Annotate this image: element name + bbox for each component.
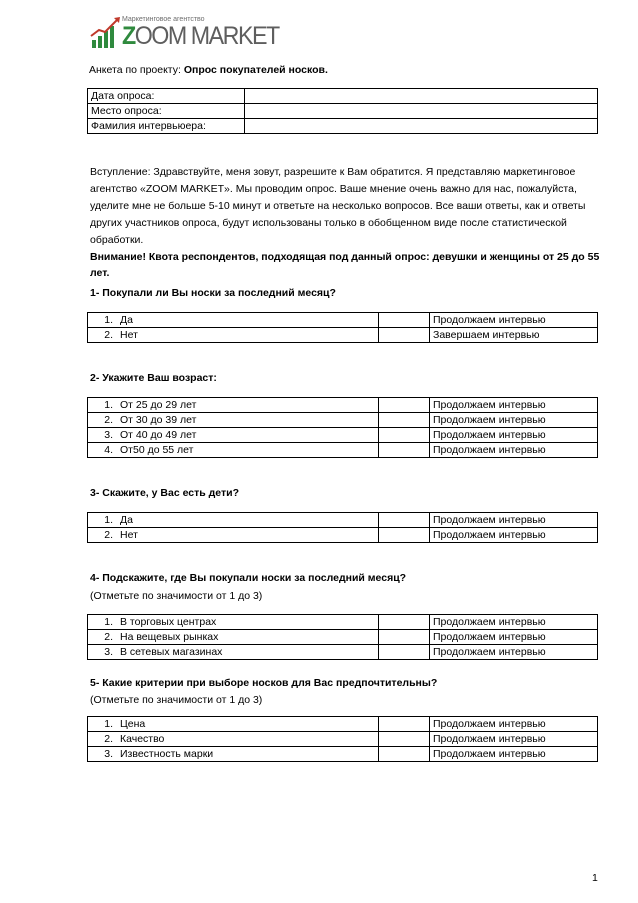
table-row: [88, 443, 598, 458]
table-row: [88, 313, 598, 328]
answer-mark-cell[interactable]: [379, 717, 430, 732]
answer-result: Продолжаем интервью: [430, 615, 598, 630]
answer-result: Продолжаем интервью: [430, 528, 598, 543]
answer-number: 3.: [88, 645, 118, 660]
question-5-note: (Отметьте по значимости от 1 до 3): [90, 694, 263, 706]
answer-option: Известность марки: [117, 747, 379, 762]
answer-result: Продолжаем интервью: [430, 645, 598, 660]
question-4-note: (Отметьте по значимости от 1 до 3): [90, 590, 263, 602]
answer-mark-cell[interactable]: [379, 328, 430, 343]
answer-option: Да: [117, 513, 379, 528]
question-3-title: 3- Скажите, у Вас есть дети?: [90, 487, 240, 499]
table-row: [88, 89, 598, 104]
question-5-title: 5- Какие критерии при выборе носков для Вас предпочтительны?: [90, 677, 438, 689]
page-title: [89, 64, 328, 76]
answer-number: 1.: [88, 313, 118, 328]
answer-number: 1.: [88, 398, 118, 413]
answer-result: Продолжаем интервью: [430, 313, 598, 328]
table-row: [88, 119, 598, 134]
table-row: [88, 328, 598, 343]
answer-result: Продолжаем интервью: [430, 747, 598, 762]
answer-mark-cell[interactable]: [379, 747, 430, 762]
quota-warning: Внимание! Квота респондентов, подходящая под данный опрос: девушки и женщины от 25 до 55 лет.: [90, 251, 600, 279]
answer-result: Продолжаем интервью: [430, 413, 598, 428]
page-number: 1: [592, 872, 598, 884]
answer-mark-cell[interactable]: [379, 428, 430, 443]
table-row: [88, 413, 598, 428]
zoom-market-logo: [90, 12, 279, 50]
answer-option: От 30 до 39 лет: [117, 413, 379, 428]
table-row: [88, 428, 598, 443]
answer-option: Цена: [117, 717, 379, 732]
answer-option: От 25 до 29 лет: [117, 398, 379, 413]
intro-text: Вступление: Здравствуйте, меня зовут, разрешите к Вам обратится. Я представляю маркетинговое агентство «ZOOM MARKET». Мы проводим опрос. Ваше мнение очень важно для нас, пожалуйста, уделите мне не больше 5-10 минут и ответьте на несколько вопросов. Все ваши ответы, как и ответы других участников опроса, будут использованы только в обобщенном виде после статистической обработки.: [90, 166, 586, 246]
table-row: [88, 104, 598, 119]
answer-option: На вещевых рынках: [117, 630, 379, 645]
logo-tagline: Маркетинговое агентство: [122, 16, 205, 23]
table-row: [88, 615, 598, 630]
answer-option: Нет: [117, 528, 379, 543]
answer-option: В сетевых магазинах: [117, 645, 379, 660]
survey-meta-table: [87, 88, 598, 134]
meta-label: Фамилия интервьюера:: [88, 119, 245, 134]
answer-option: Да: [117, 313, 379, 328]
table-row: [88, 630, 598, 645]
answer-number: 4.: [88, 443, 118, 458]
meta-value-field[interactable]: [245, 104, 598, 119]
question-5-answers: [87, 716, 598, 762]
answer-mark-cell[interactable]: [379, 313, 430, 328]
answer-option: От 40 до 49 лет: [117, 428, 379, 443]
title-bold: Опрос покупателей носков.: [183, 64, 328, 76]
answer-number: 2.: [88, 413, 118, 428]
answer-mark-cell[interactable]: [379, 443, 430, 458]
answer-mark-cell[interactable]: [379, 615, 430, 630]
answer-number: 1.: [88, 615, 118, 630]
question-3-answers: [87, 512, 598, 543]
table-row: [88, 717, 598, 732]
meta-value-field[interactable]: [245, 119, 598, 134]
answer-number: 2.: [88, 630, 118, 645]
answer-result: Продолжаем интервью: [430, 717, 598, 732]
table-row: [88, 732, 598, 747]
question-4-answers: [87, 614, 598, 660]
logo-name-z: Z: [122, 22, 135, 50]
answer-number: 1.: [88, 717, 118, 732]
answer-mark-cell[interactable]: [379, 528, 430, 543]
table-row: [88, 528, 598, 543]
answer-result: Продолжаем интервью: [430, 443, 598, 458]
table-row: [88, 513, 598, 528]
meta-label: Дата опроса:: [88, 89, 245, 104]
answer-mark-cell[interactable]: [379, 413, 430, 428]
answer-number: 3.: [88, 747, 118, 762]
answer-result: Продолжаем интервью: [430, 513, 598, 528]
logo-chart-icon: [90, 16, 122, 48]
answer-option: В торговых центрах: [117, 615, 379, 630]
answer-number: 3.: [88, 428, 118, 443]
logo-name-rest: OOM MARKET: [134, 22, 279, 50]
answer-number: 2.: [88, 328, 118, 343]
answer-mark-cell[interactable]: [379, 732, 430, 747]
answer-result: Продолжаем интервью: [430, 428, 598, 443]
answer-number: 2.: [88, 528, 118, 543]
table-row: [88, 645, 598, 660]
question-4-title: 4- Подскажите, где Вы покупали носки за последний месяц?: [90, 572, 407, 584]
question-2-title: 2- Укажите Ваш возраст:: [90, 372, 217, 384]
answer-option: От50 до 55 лет: [117, 443, 379, 458]
answer-number: 1.: [88, 513, 118, 528]
question-1-answers: [87, 312, 598, 343]
answer-result: Продолжаем интервью: [430, 630, 598, 645]
answer-result: Продолжаем интервью: [430, 398, 598, 413]
meta-label: Место опроса:: [88, 104, 245, 119]
question-2-answers: [87, 397, 598, 458]
answer-mark-cell[interactable]: [379, 398, 430, 413]
answer-mark-cell[interactable]: [379, 630, 430, 645]
answer-mark-cell[interactable]: [379, 513, 430, 528]
question-1-title: 1- Покупали ли Вы носки за последний месяц?: [90, 287, 336, 299]
answer-mark-cell[interactable]: [379, 645, 430, 660]
meta-value-field[interactable]: [245, 89, 598, 104]
answer-option: Качество: [117, 732, 379, 747]
table-row: [88, 398, 598, 413]
answer-number: 2.: [88, 732, 118, 747]
logo-name: [122, 23, 279, 50]
answer-result: Завершаем интервью: [430, 328, 598, 343]
table-row: [88, 747, 598, 762]
title-prefix: Анкета по проекту:: [89, 64, 181, 76]
answer-option: Нет: [117, 328, 379, 343]
answer-result: Продолжаем интервью: [430, 732, 598, 747]
